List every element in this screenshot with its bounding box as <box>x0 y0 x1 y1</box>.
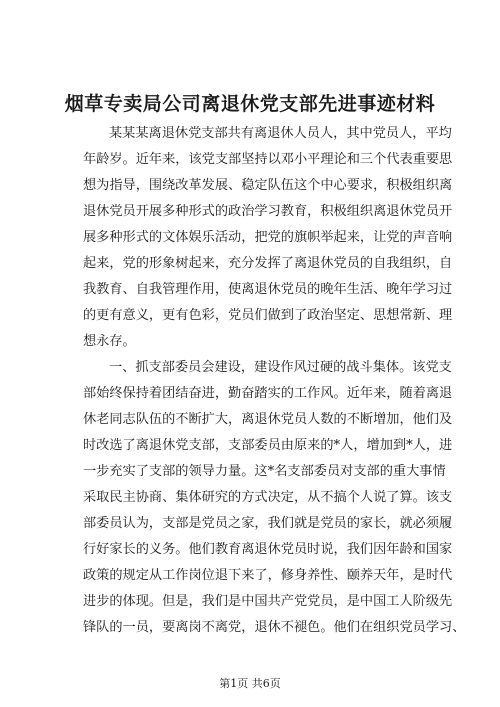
body-line: 展多种形式的文体娱乐活动，把党的旗帜举起来，让党的声音响 <box>83 230 453 245</box>
body-line: 我教育、自我管理作用，使离退休党员的晚年生活、晚年学习过 <box>83 282 453 297</box>
body-line: 某某某离退休党支部共有离退休人员人，其中党员人，平均 <box>109 126 452 141</box>
body-line: 年龄岁。近年来，该党支部坚持以邓小平理论和三个代表重要思 <box>83 152 453 167</box>
body-line: 一、抓支部委员会建设，建设作风过硬的战斗集体。该党支 <box>109 360 452 375</box>
body-line: 进步的体现。但是，我们是中国共产党党员，是中国工人阶级先 <box>83 594 453 609</box>
body-line: 一步充实了支部的领导力量。这*名支部委员对支部的重大事情 <box>83 464 446 479</box>
body-line: 时改选了离退休党支部，支部委员由原来的*人，增加到*人，进 <box>83 438 453 453</box>
body-line: 部始终保持着团结奋进，勤奋踏实的工作风。近年来，随着离退 <box>83 386 453 401</box>
body-line: 起来，党的形象树起来，充分发挥了离退休党员的自我组织，自 <box>83 256 453 271</box>
body-line: 休老同志队伍的不断扩大，离退休党员人数的不断增加，他们及 <box>83 412 453 427</box>
body-line: 政策的规定从工作岗位退下来了，修身养性、颐养天年，是时代 <box>83 568 453 583</box>
body-line: 想为指导，围绕改革发展、稳定队伍这个中心要求，积极组织离 <box>83 178 453 193</box>
document-title: 烟草专卖局公司离退休党支部先进事迹材料 <box>64 93 436 115</box>
page-footer: 第1页 共6页 <box>219 677 281 690</box>
body-line: 行好家长的义务。他们教育离退休党员时说，我们因年龄和国家 <box>83 542 453 557</box>
body-line: 退休党员开展多种形式的政治学习教育，积极组织离退休党员开 <box>83 204 453 219</box>
body-line: 部委员认为，支部是党员之家，我们就是党员的家长，就必须履 <box>83 516 453 531</box>
body-line: 想永存。 <box>83 334 136 349</box>
body-line: 的更有意义，更有色彩，党员们做到了政治坚定、思想常新、理 <box>83 308 453 323</box>
body-line: 锋队的一员，要离岗不离党，退休不褪色。他们在组织党员学习、 <box>83 620 466 635</box>
body-line: 采取民主协商、集体研究的方式决定，从不搞个人说了算。该支 <box>83 490 453 505</box>
